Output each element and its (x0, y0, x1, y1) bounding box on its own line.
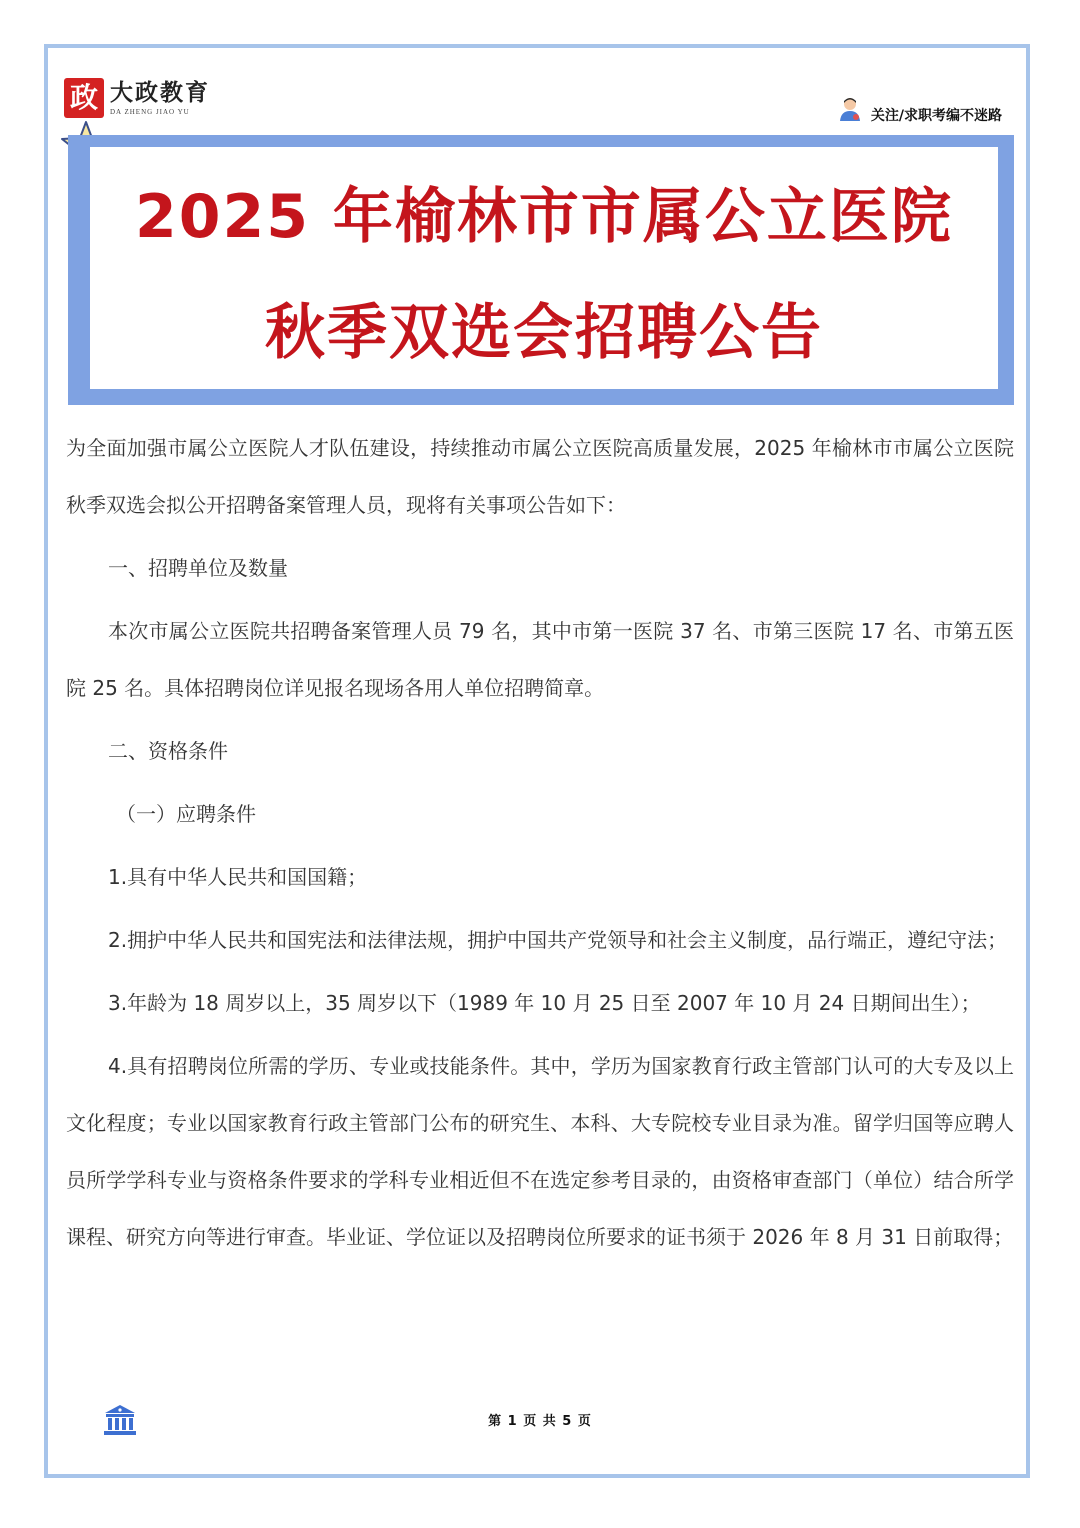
title-line-1: 2025 年榆林市市属公立医院 (135, 182, 953, 252)
title-line-2: 秋季双选会招聘公告 (265, 298, 823, 368)
section-heading-qualifications: 二、资格条件 (108, 739, 228, 763)
intro-paragraph: 为全面加强市属公立医院人才队伍建设，持续推动市属公立医院高质量发展，2025 年榆林市市属公立医院秋季双选会拟公开招聘备案管理人员，现将有关事项公告如下： (66, 436, 1014, 517)
condition-item-4: 4.具有招聘岗位所需的学历、专业或技能条件。其中，学历为国家教育行政主管部门认可的大专及以上文化程度；专业以国家教育行政主管部门公布的研究生、本科、大专院校专业目录为准。留学归国等应聘人员所学学科专业与资格条件要求的学科专业相近但不在选定参考目录的，由资格审查部门（单位）结合所学课程、研究方向等进行审查。毕业证、学位证以及招聘岗位所要求的证书须于 2026 年 8 月 31 日前取得； (66, 1054, 1014, 1249)
logo-pinyin: DA ZHENG JIAO YU (110, 108, 190, 116)
document-body (66, 420, 1014, 1266)
page-number: 第 1 页 共 5 页 (488, 1414, 592, 1429)
section-heading-units: 一、招聘单位及数量 (108, 556, 288, 580)
follow-text: 关注/求职考编不迷路 (870, 108, 1002, 124)
title-panel (90, 147, 998, 389)
condition-item-2: 2.拥护中华人民共和国宪法和法律法规，拥护中国共产党领导和社会主义制度，品行端正，遵纪守法； (108, 928, 1008, 952)
condition-item-3: 3.年龄为 18 周岁以上，35 周岁以下（1989 年 10 月 25 日至 2007 年 10 月 24 日期间出生）； (108, 991, 981, 1015)
subsection-heading-conditions: （一）应聘条件 (116, 802, 256, 826)
person-icon (839, 96, 861, 122)
follow-tag (839, 93, 1002, 125)
logo-text (110, 80, 210, 117)
logo-name: 大政教育 (110, 79, 210, 106)
brand-logo (64, 78, 210, 118)
section-units-paragraph: 本次市属公立医院共招聘备案管理人员 79 名，其中市第一医院 37 名、市第三医院 17 名、市第五医院 25 名。具体招聘岗位详见报名现场各用人单位招聘简章。 (66, 619, 1014, 700)
page-footer (0, 1404, 1080, 1434)
title-banner (68, 135, 1014, 405)
condition-item-1: 1.具有中华人民共和国国籍； (108, 865, 368, 889)
logo-mark: 政 (64, 78, 104, 118)
